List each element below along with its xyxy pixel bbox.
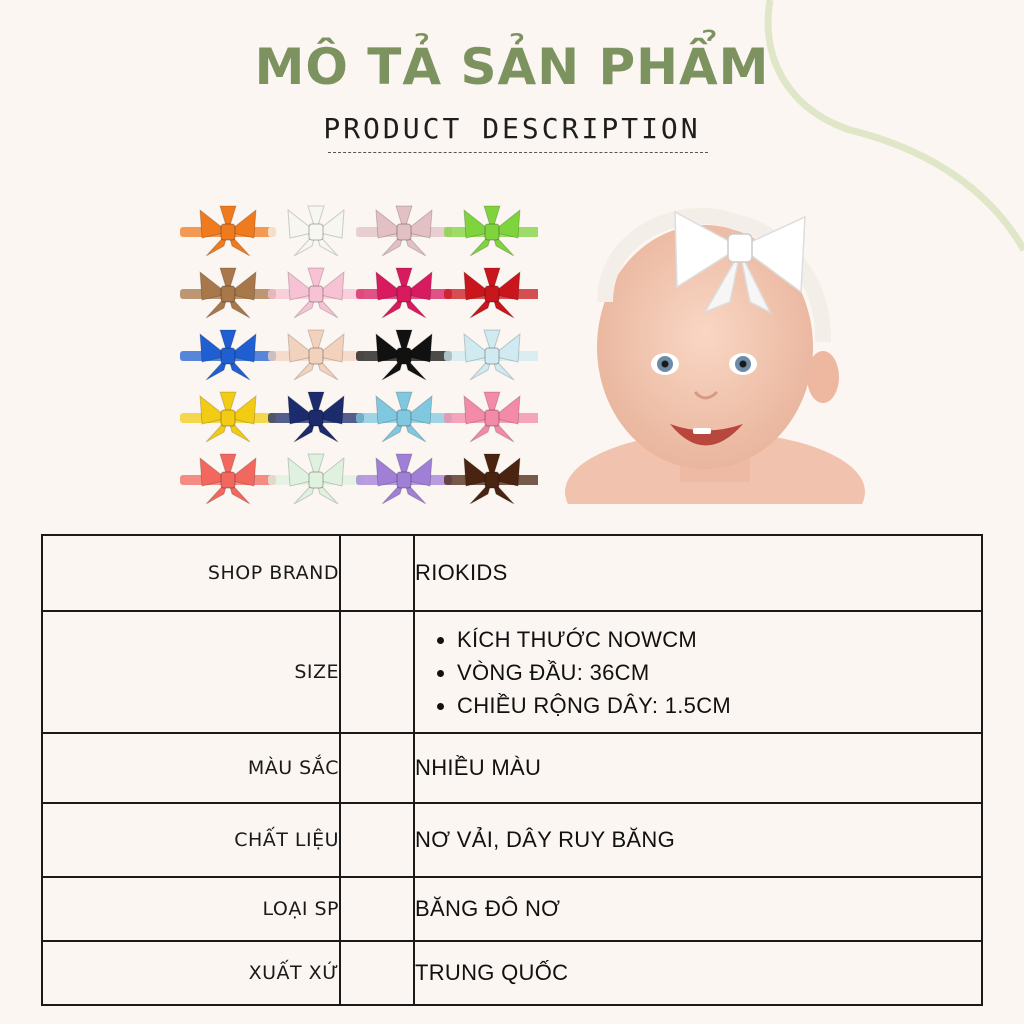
spec-value-brand: RIOKIDS [414, 535, 982, 611]
bow-headband-icon [444, 330, 538, 380]
bow-headband-icon [444, 268, 538, 318]
spec-gap-cell [340, 611, 414, 733]
spec-label-type: LOẠI SP [42, 877, 340, 941]
bow-headband-icon [180, 330, 276, 380]
spec-value-size [414, 611, 982, 733]
baby-photo [565, 192, 865, 504]
bow-headband-icon [180, 454, 276, 504]
bow-headband-icon [268, 268, 364, 318]
bow-headband-icon [356, 392, 452, 442]
list-item: • KÍCH THƯỚC NOWCM [457, 623, 981, 656]
spec-gap-cell [340, 877, 414, 941]
bow-headband-icon [268, 206, 364, 256]
bow-headband-icon [180, 268, 276, 318]
spec-gap-cell [340, 803, 414, 877]
spec-value-origin: TRUNG QUỐC [414, 941, 982, 1005]
page-title: MÔ TẢ SẢN PHẨM [254, 38, 770, 96]
bow-headband-icon [444, 454, 538, 504]
spec-label-brand: SHOP BRAND [42, 535, 340, 611]
size-bullet-list [415, 623, 981, 722]
spec-label-origin: XUẤT XỨ [42, 941, 340, 1005]
page-subtitle: PRODUCT DESCRIPTION [323, 112, 701, 145]
spec-gap-cell [340, 941, 414, 1005]
bow-headband-icon [356, 330, 452, 380]
bow-headband-icon [268, 330, 364, 380]
bow-headband-icon [268, 454, 364, 504]
bows-swatch-image [178, 196, 538, 512]
spec-gap-cell [340, 733, 414, 803]
table-row [42, 535, 982, 611]
spec-value-color: NHIỀU MÀU [414, 733, 982, 803]
spec-value-material: NƠ VẢI, DÂY RUY BĂNG [414, 803, 982, 877]
bow-headband-icon [444, 392, 538, 442]
spec-label-color: MÀU SẮC [42, 733, 340, 803]
table-row [42, 733, 982, 803]
table-row [42, 877, 982, 941]
spec-label-material: CHẤT LIỆU [42, 803, 340, 877]
table-row [42, 803, 982, 877]
spec-table [41, 534, 983, 1006]
bow-headband-icon [356, 268, 452, 318]
table-row [42, 611, 982, 733]
bow-headband-icon [180, 206, 276, 256]
bow-headband-icon [268, 392, 364, 442]
bow-headband-icon [356, 206, 452, 256]
baby-ear [807, 351, 839, 403]
title-divider [328, 152, 708, 153]
bow-headband-icon [444, 206, 538, 256]
list-item: • CHIỀU RỘNG DÂY: 1.5CM [457, 689, 981, 722]
bow-headband-icon [356, 454, 452, 504]
list-item: • VÒNG ĐẦU: 36CM [457, 656, 981, 689]
table-row [42, 941, 982, 1005]
bow-headband-icon [180, 392, 276, 442]
spec-label-size: SIZE [42, 611, 340, 733]
spec-gap-cell [340, 535, 414, 611]
spec-value-type: BĂNG ĐÔ NƠ [414, 877, 982, 941]
